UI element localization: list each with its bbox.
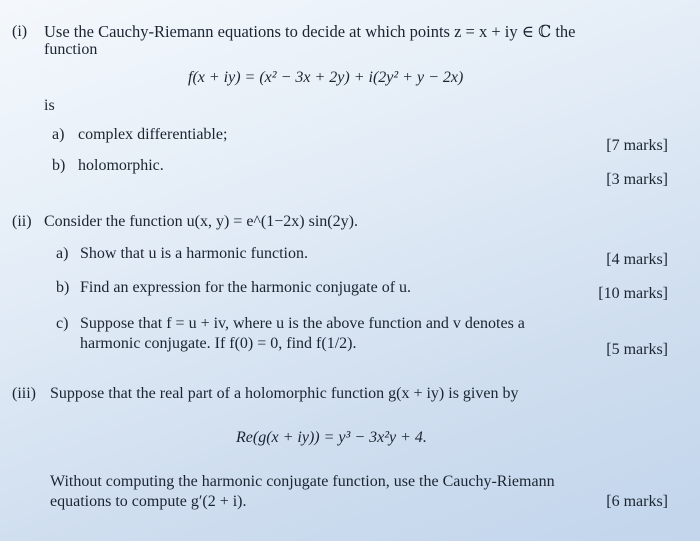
q1-label: (i)	[12, 23, 28, 40]
q2c-line2: harmonic conjugate. If f(0) = 0, find f(1/2).	[80, 335, 357, 352]
q1a-marks: [7 marks]	[606, 137, 668, 154]
q1-intro-line2: function	[44, 41, 98, 58]
q2c-marks: [5 marks]	[606, 341, 668, 358]
q2a-text: Show that u is a harmonic function.	[80, 245, 308, 262]
q1-intro-line1: Use the Cauchy-Riemann equations to decide at which points z = x + iy ∈ ℂ the	[44, 22, 576, 41]
q1a-label: a)	[52, 126, 65, 143]
q1a-text: complex differentiable;	[78, 126, 228, 143]
q1-equation: f(x + iy) = (x² − 3x + 2y) + i(2y² + y − 2x)	[188, 69, 464, 86]
q1-is: is	[44, 97, 55, 114]
q3-label: (iii)	[12, 385, 36, 402]
q1b-text: holomorphic.	[78, 157, 164, 174]
q3-line1: Without computing the harmonic conjugate function, use the Cauchy-Riemann	[50, 473, 555, 490]
q2c-line1: Suppose that f = u + iv, where u is the above function and v denotes a	[80, 315, 525, 332]
q3-intro: Suppose that the real part of a holomorphic function g(x + iy) is given by	[50, 385, 519, 402]
q2-label: (ii)	[12, 213, 32, 230]
q2c-label: c)	[56, 315, 69, 332]
q3-line2: equations to compute g′(2 + i).	[50, 493, 247, 510]
q2b-marks: [10 marks]	[598, 285, 668, 302]
q1b-label: b)	[52, 157, 66, 174]
q2b-text: Find an expression for the harmonic conjugate of u.	[80, 279, 412, 296]
q2b-label: b)	[56, 279, 70, 296]
q2a-marks: [4 marks]	[606, 251, 668, 268]
q3-marks: [6 marks]	[606, 493, 668, 510]
q2a-label: a)	[56, 245, 69, 262]
q1b-marks: [3 marks]	[606, 171, 668, 188]
q2-intro: Consider the function u(x, y) = e^(1−2x) sin(2y).	[44, 213, 358, 230]
q3-equation: Re(g(x + iy)) = y³ − 3x²y + 4.	[236, 429, 427, 446]
